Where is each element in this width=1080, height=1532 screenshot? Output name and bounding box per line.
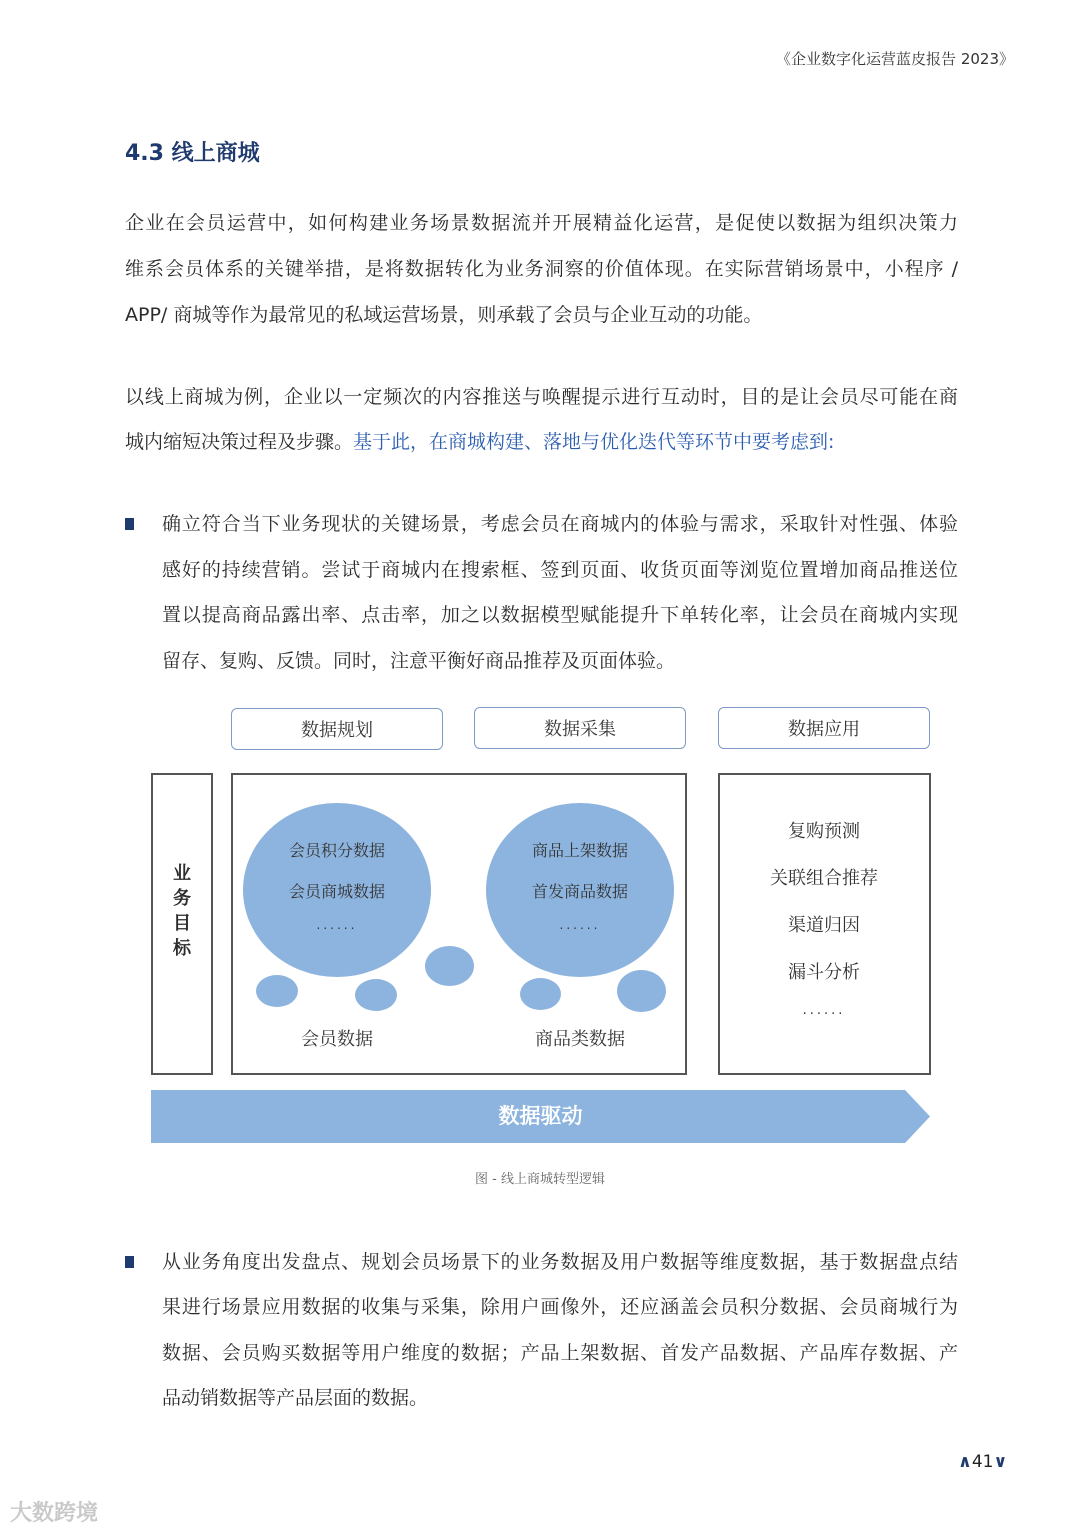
stage-planning: 数据规划 [231,708,443,750]
application-item: 漏斗分析 [788,962,860,983]
product-item: 首发商品数据 [531,882,628,901]
text-highlight: 基于此，在商城构建、落地与优化迭代等环节中要考虑到: [353,431,835,453]
section-title: 4.3 线上商城 [125,141,260,166]
text-line: 数据、会员购买数据等用户维度的数据；产品上架数据、首发产品数据、产品库存数据、产 [162,1342,958,1364]
text-line: 果进行场景应用数据的收集与采集，除用户画像外，还应涵盖会员积分数据、会员商城行为 [162,1296,958,1318]
next-page-icon[interactable]: ∨ [993,1452,1008,1472]
business-goal-box [151,773,213,1075]
application-item: 渠道归因 [788,915,860,936]
text-line: 留存、复购、反馈。同时，注意平衡好商品推荐及页面体验。 [162,650,676,672]
small-circle [355,979,397,1011]
member-item: 会员积分数据 [288,841,385,860]
product-item-ellipsis: ...... [559,918,601,932]
member-item-ellipsis: ...... [316,918,358,932]
small-circle [617,970,666,1012]
stage-application: 数据应用 [718,707,930,749]
prev-page-icon[interactable]: ∧ [958,1452,972,1472]
bullet-square-icon [125,518,134,530]
text-line: 以线上商城为例，企业以一定频次的内容推送与唤醒提示进行互动时，目的是让会员尽可能在商 [125,386,958,408]
bullet-square-icon [125,1256,134,1268]
text-line: 确立符合当下业务现状的关键场景，考虑会员在商城内的体验与需求，采取针对性强、体验 [162,513,958,535]
text-line [125,429,958,455]
small-circle [425,946,474,986]
page-number-value: 41 [971,1452,994,1472]
text-line: 企业在会员运营中，如何构建业务场景数据流并开展精益化运营，是促使以数据为组织决策力 [125,212,958,234]
text-plain: 城内缩短决策过程及步骤。 [125,431,354,453]
small-circle [520,978,561,1010]
application-item-ellipsis: ...... [802,1003,846,1018]
stage-collection: 数据采集 [474,707,686,749]
application-item: 关联组合推荐 [770,868,878,889]
figure-caption: 图 - 线上商城转型逻辑 [475,1172,605,1187]
text-line: 品动销数据等产品层面的数据。 [162,1387,429,1409]
report-header: 《企业数字化运营蓝皮报告 2023》 [776,50,1014,68]
small-circle [256,975,298,1007]
watermark: 大数跨境 [10,1501,99,1526]
product-item: 商品上架数据 [531,841,628,860]
text-line: 维系会员体系的关键举措，是将数据转化为业务洞察的价值体现。在实际营销场景中，小程序 / [125,258,958,280]
business-goal-label: 业务目标 [173,863,191,959]
text-line: 感好的持续营销。尝试于商城内在搜索框、签到页面、收货页面等浏览位置增加商品推送位 [162,559,958,581]
text-line: 置以提高商品露出率、点击率，加之以数据模型赋能提升下单转化率，让会员在商城内实现 [162,604,958,626]
data-driven-label: 数据驱动 [498,1104,583,1128]
page-number [958,1452,1007,1472]
application-item: 复购预测 [788,821,860,842]
member-data-label: 会员数据 [301,1029,373,1050]
product-data-label: 商品类数据 [535,1029,625,1050]
text-line: APP/ 商城等作为最常见的私域运营场景，则承载了会员与企业互动的功能。 [125,304,763,326]
member-item: 会员商城数据 [288,882,385,901]
text-line: 从业务角度出发盘点、规划会员场景下的业务数据及用户数据等维度数据，基于数据盘点结 [162,1251,958,1273]
